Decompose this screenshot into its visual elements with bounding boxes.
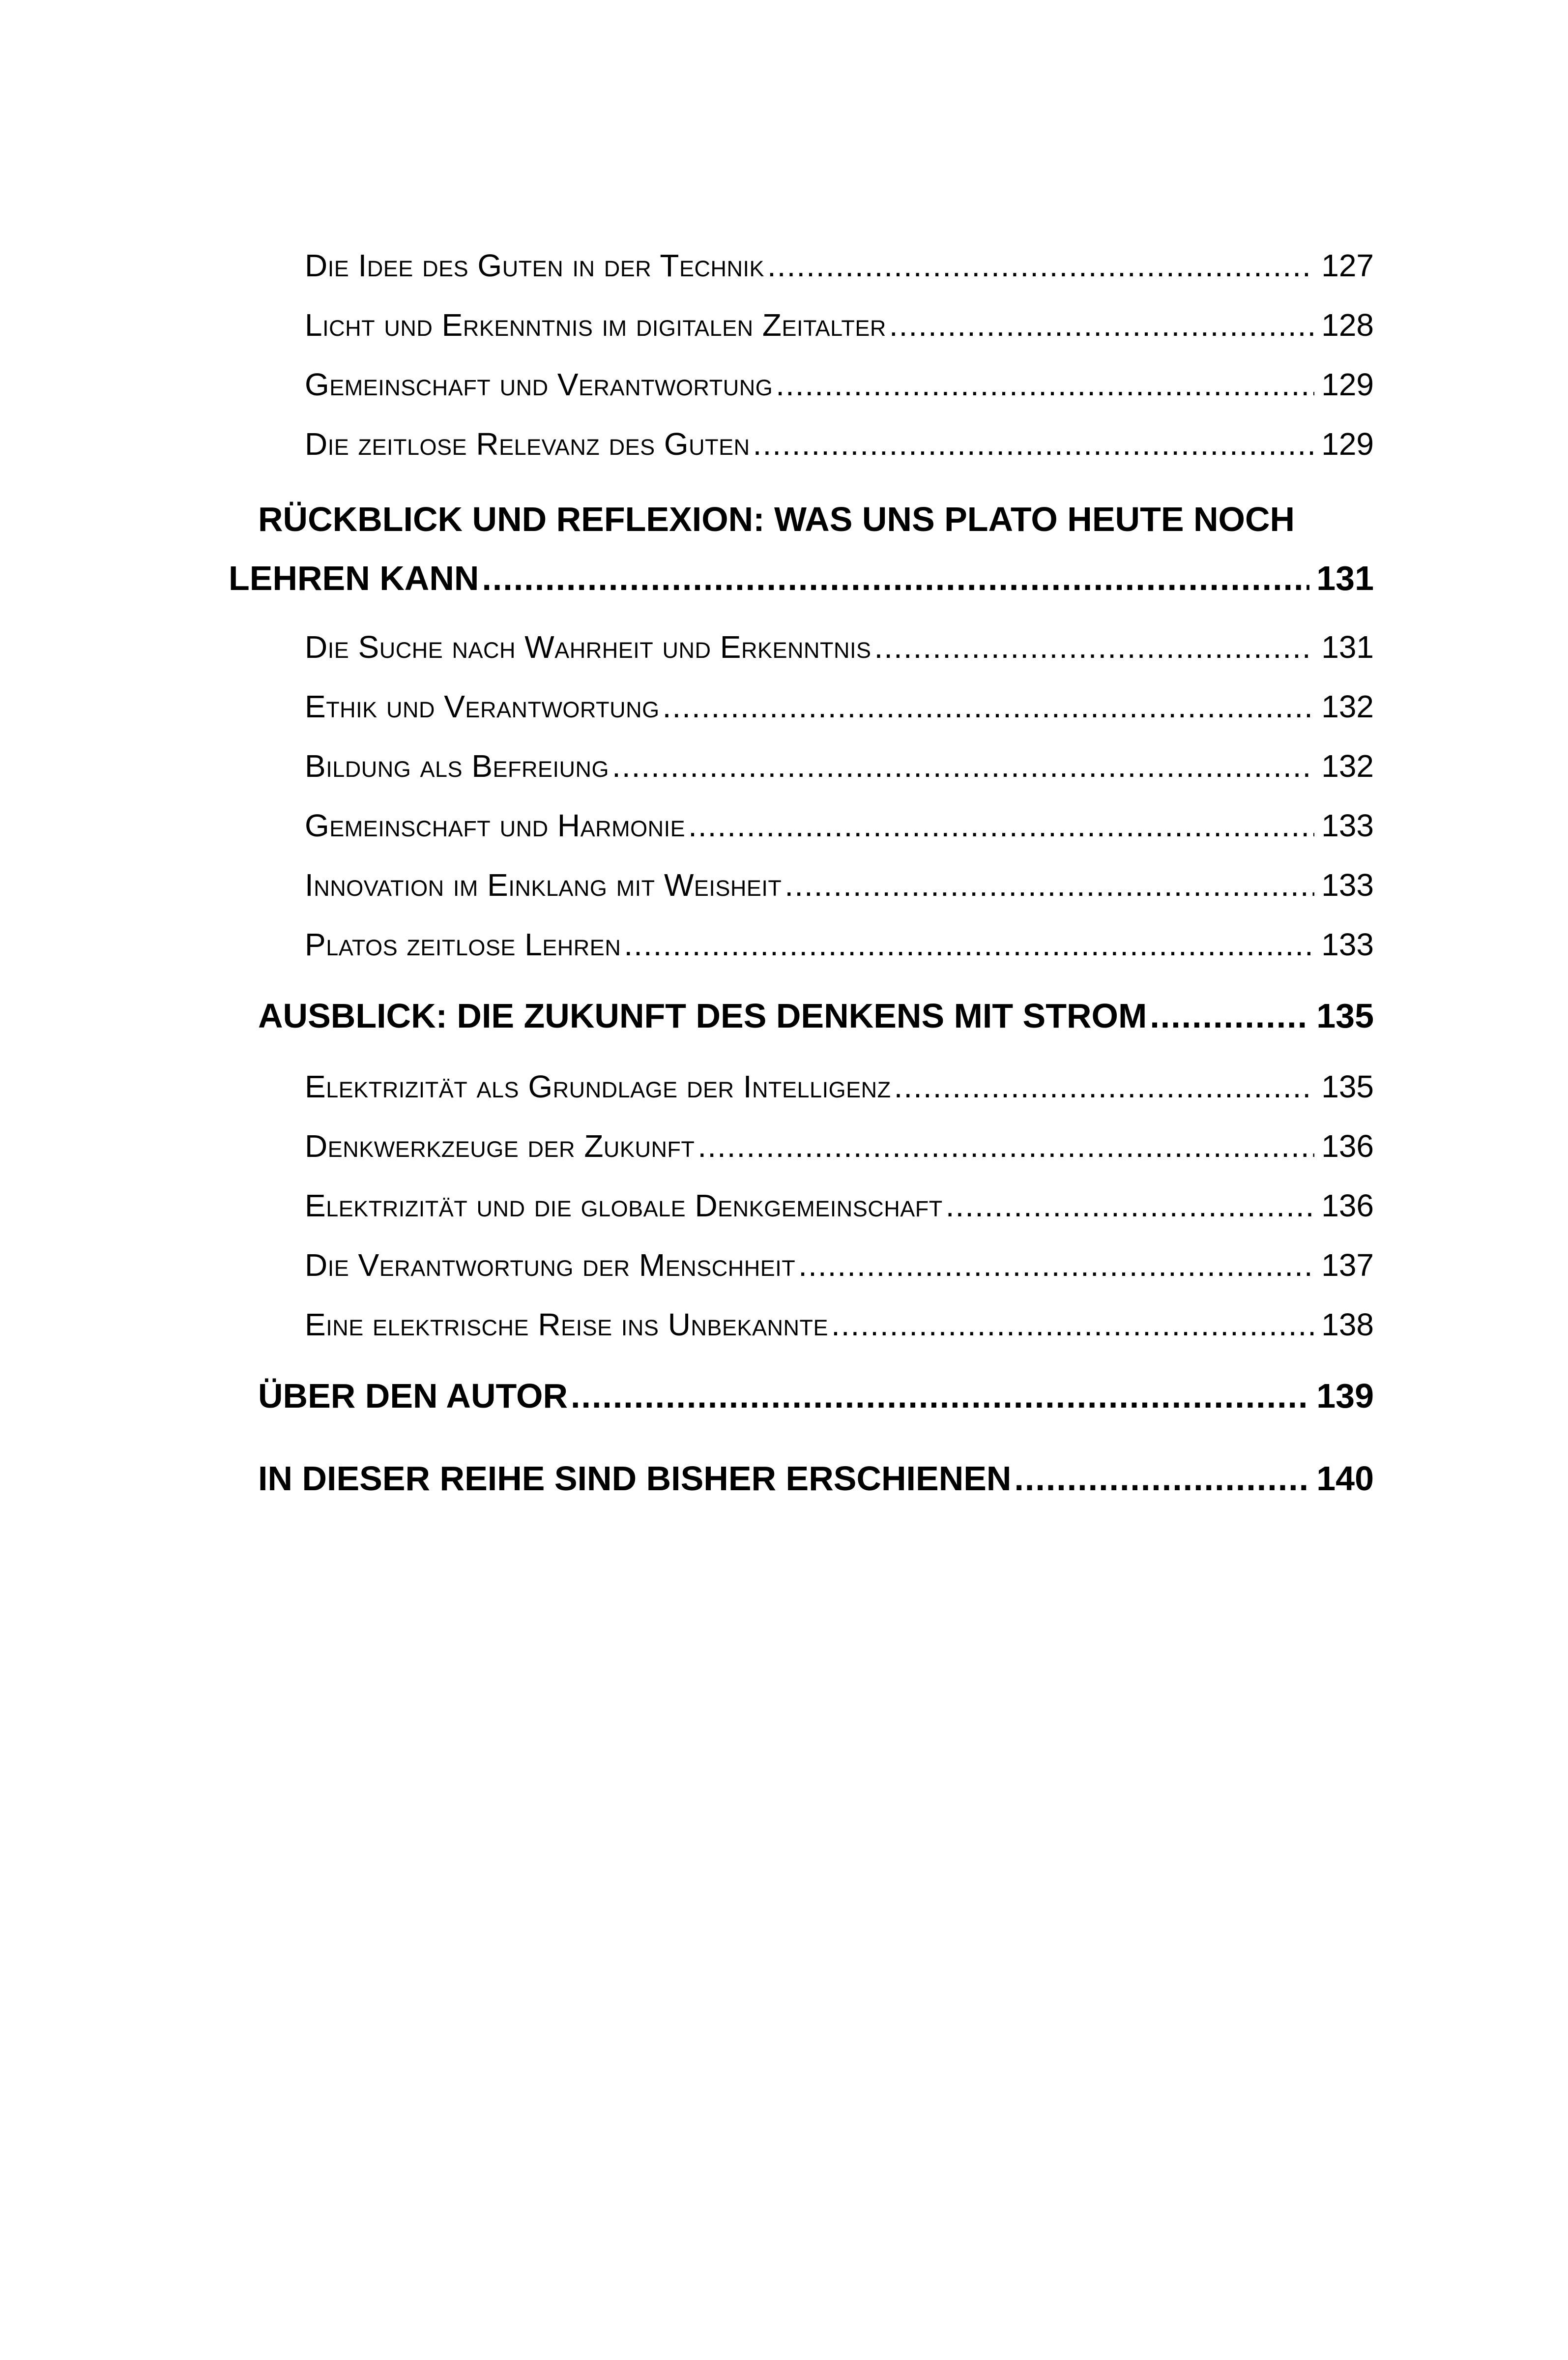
toc-entry[interactable]: [229, 295, 1374, 355]
toc-entry-title: Innovation im Einklang mit Weisheit: [305, 867, 782, 903]
toc-chapter-page: 135: [1316, 997, 1374, 1035]
toc-entry-title: Platos zeitlose Lehren: [305, 927, 621, 962]
toc-chapter-title: IN DIESER REIHE SIND BISHER ERSCHIENEN: [258, 1459, 1012, 1498]
toc-chapter-title: ÜBER DEN AUTOR: [258, 1377, 568, 1415]
toc-leader-dots: [831, 1295, 1314, 1355]
toc-leader-dots: [753, 414, 1315, 474]
toc-leader-dots: [697, 1117, 1314, 1176]
toc-chapter-autor[interactable]: [229, 1355, 1374, 1437]
toc-entry[interactable]: [229, 236, 1374, 295]
toc-leader-dots: [894, 1057, 1315, 1117]
toc-entry-title: Eine elektrische Reise ins Unbekannte: [305, 1307, 828, 1342]
toc-leader-dots: [612, 737, 1314, 796]
toc-leader-dots: [1150, 974, 1309, 1057]
toc-leader-dots: [624, 915, 1314, 974]
toc-entry-page: 137: [1321, 1247, 1374, 1283]
toc-leader-dots: [688, 796, 1314, 856]
toc-chapter-page: 140: [1316, 1459, 1374, 1498]
toc-entry-page: 129: [1321, 367, 1374, 402]
toc-chapter-line2: [229, 549, 1374, 608]
toc-chapter-page: 131: [1316, 559, 1374, 597]
toc-leader-dots: [946, 1176, 1315, 1236]
toc-chapter-title: AUSBLICK: DIE ZUKUNFT DES DENKENS MIT STROM: [258, 997, 1147, 1035]
toc-chapter-rueckblick[interactable]: [229, 490, 1374, 608]
toc-entry[interactable]: [229, 1117, 1374, 1176]
toc-entry[interactable]: [229, 796, 1374, 856]
toc-entry-page: 128: [1321, 307, 1374, 343]
toc-entry-title: Die Suche nach Wahrheit und Erkenntnis: [305, 629, 871, 665]
toc-leader-dots: [767, 236, 1314, 295]
toc-entry[interactable]: [229, 737, 1374, 796]
toc-entry-page: 133: [1321, 927, 1374, 962]
toc-entry-title: Ethik und Verantwortung: [305, 689, 660, 724]
toc-leader-dots: [784, 856, 1314, 915]
toc-entry[interactable]: [229, 355, 1374, 414]
toc-entry-page: 133: [1321, 808, 1374, 843]
toc-entry[interactable]: [229, 915, 1374, 974]
toc-entry-page: 129: [1321, 426, 1374, 462]
toc-leader-dots: [776, 355, 1314, 414]
toc-chapter-ausblick[interactable]: [229, 974, 1374, 1057]
table-of-contents: [229, 236, 1374, 1520]
toc-entry-page: 132: [1321, 748, 1374, 784]
toc-leader-dots: [889, 295, 1314, 355]
toc-entry-page: 136: [1321, 1188, 1374, 1223]
toc-entry-title: Gemeinschaft und Harmonie: [305, 808, 686, 843]
toc-entry[interactable]: [229, 618, 1374, 677]
toc-entry-title: Elektrizität und die globale Denkgemeinschaft: [305, 1188, 943, 1223]
toc-entry-title: Bildung als Befreiung: [305, 748, 610, 784]
toc-entry-page: 132: [1321, 689, 1374, 724]
toc-leader-dots: [663, 677, 1315, 737]
toc-leader-dots: [874, 618, 1314, 677]
toc-entry-page: 133: [1321, 867, 1374, 903]
toc-entry-title: Denkwerkzeuge der Zukunft: [305, 1128, 695, 1164]
toc-chapter-reihe[interactable]: [229, 1437, 1374, 1520]
toc-entry-title: Gemeinschaft und Verantwortung: [305, 367, 773, 402]
toc-entry-page: 131: [1321, 629, 1374, 665]
toc-entry[interactable]: [229, 856, 1374, 915]
toc-leader-dots: [482, 549, 1309, 608]
toc-entry-title: Die zeitlose Relevanz des Guten: [305, 426, 750, 462]
toc-entry-title: Elektrizität als Grundlage der Intelligenz: [305, 1069, 891, 1104]
toc-entry[interactable]: [229, 1236, 1374, 1295]
toc-chapter-page: 139: [1316, 1377, 1374, 1415]
toc-leader-dots: [1014, 1437, 1309, 1520]
toc-entry[interactable]: [229, 414, 1374, 474]
toc-entry-page: 138: [1321, 1307, 1374, 1342]
toc-leader-dots: [798, 1236, 1314, 1295]
toc-entry-title: Licht und Erkenntnis im digitalen Zeitalter: [305, 307, 886, 343]
toc-entry[interactable]: [229, 1176, 1374, 1236]
toc-entry[interactable]: [229, 677, 1374, 737]
toc-leader-dots: [571, 1355, 1309, 1437]
toc-entry-page: 136: [1321, 1128, 1374, 1164]
toc-chapter-title-line1: RÜCKBLICK UND REFLEXION: WAS UNS PLATO HEUTE NOCH: [258, 500, 1295, 538]
toc-entry-page: 135: [1321, 1069, 1374, 1104]
toc-entry-title: Die Idee des Guten in der Technik: [305, 248, 765, 283]
toc-entry-page: 127: [1321, 248, 1374, 283]
toc-chapter-title-line2: LEHREN KANN: [229, 559, 479, 597]
toc-entry[interactable]: [229, 1295, 1374, 1355]
toc-entry-title: Die Verantwortung der Menschheit: [305, 1247, 796, 1283]
toc-entry[interactable]: [229, 1057, 1374, 1117]
